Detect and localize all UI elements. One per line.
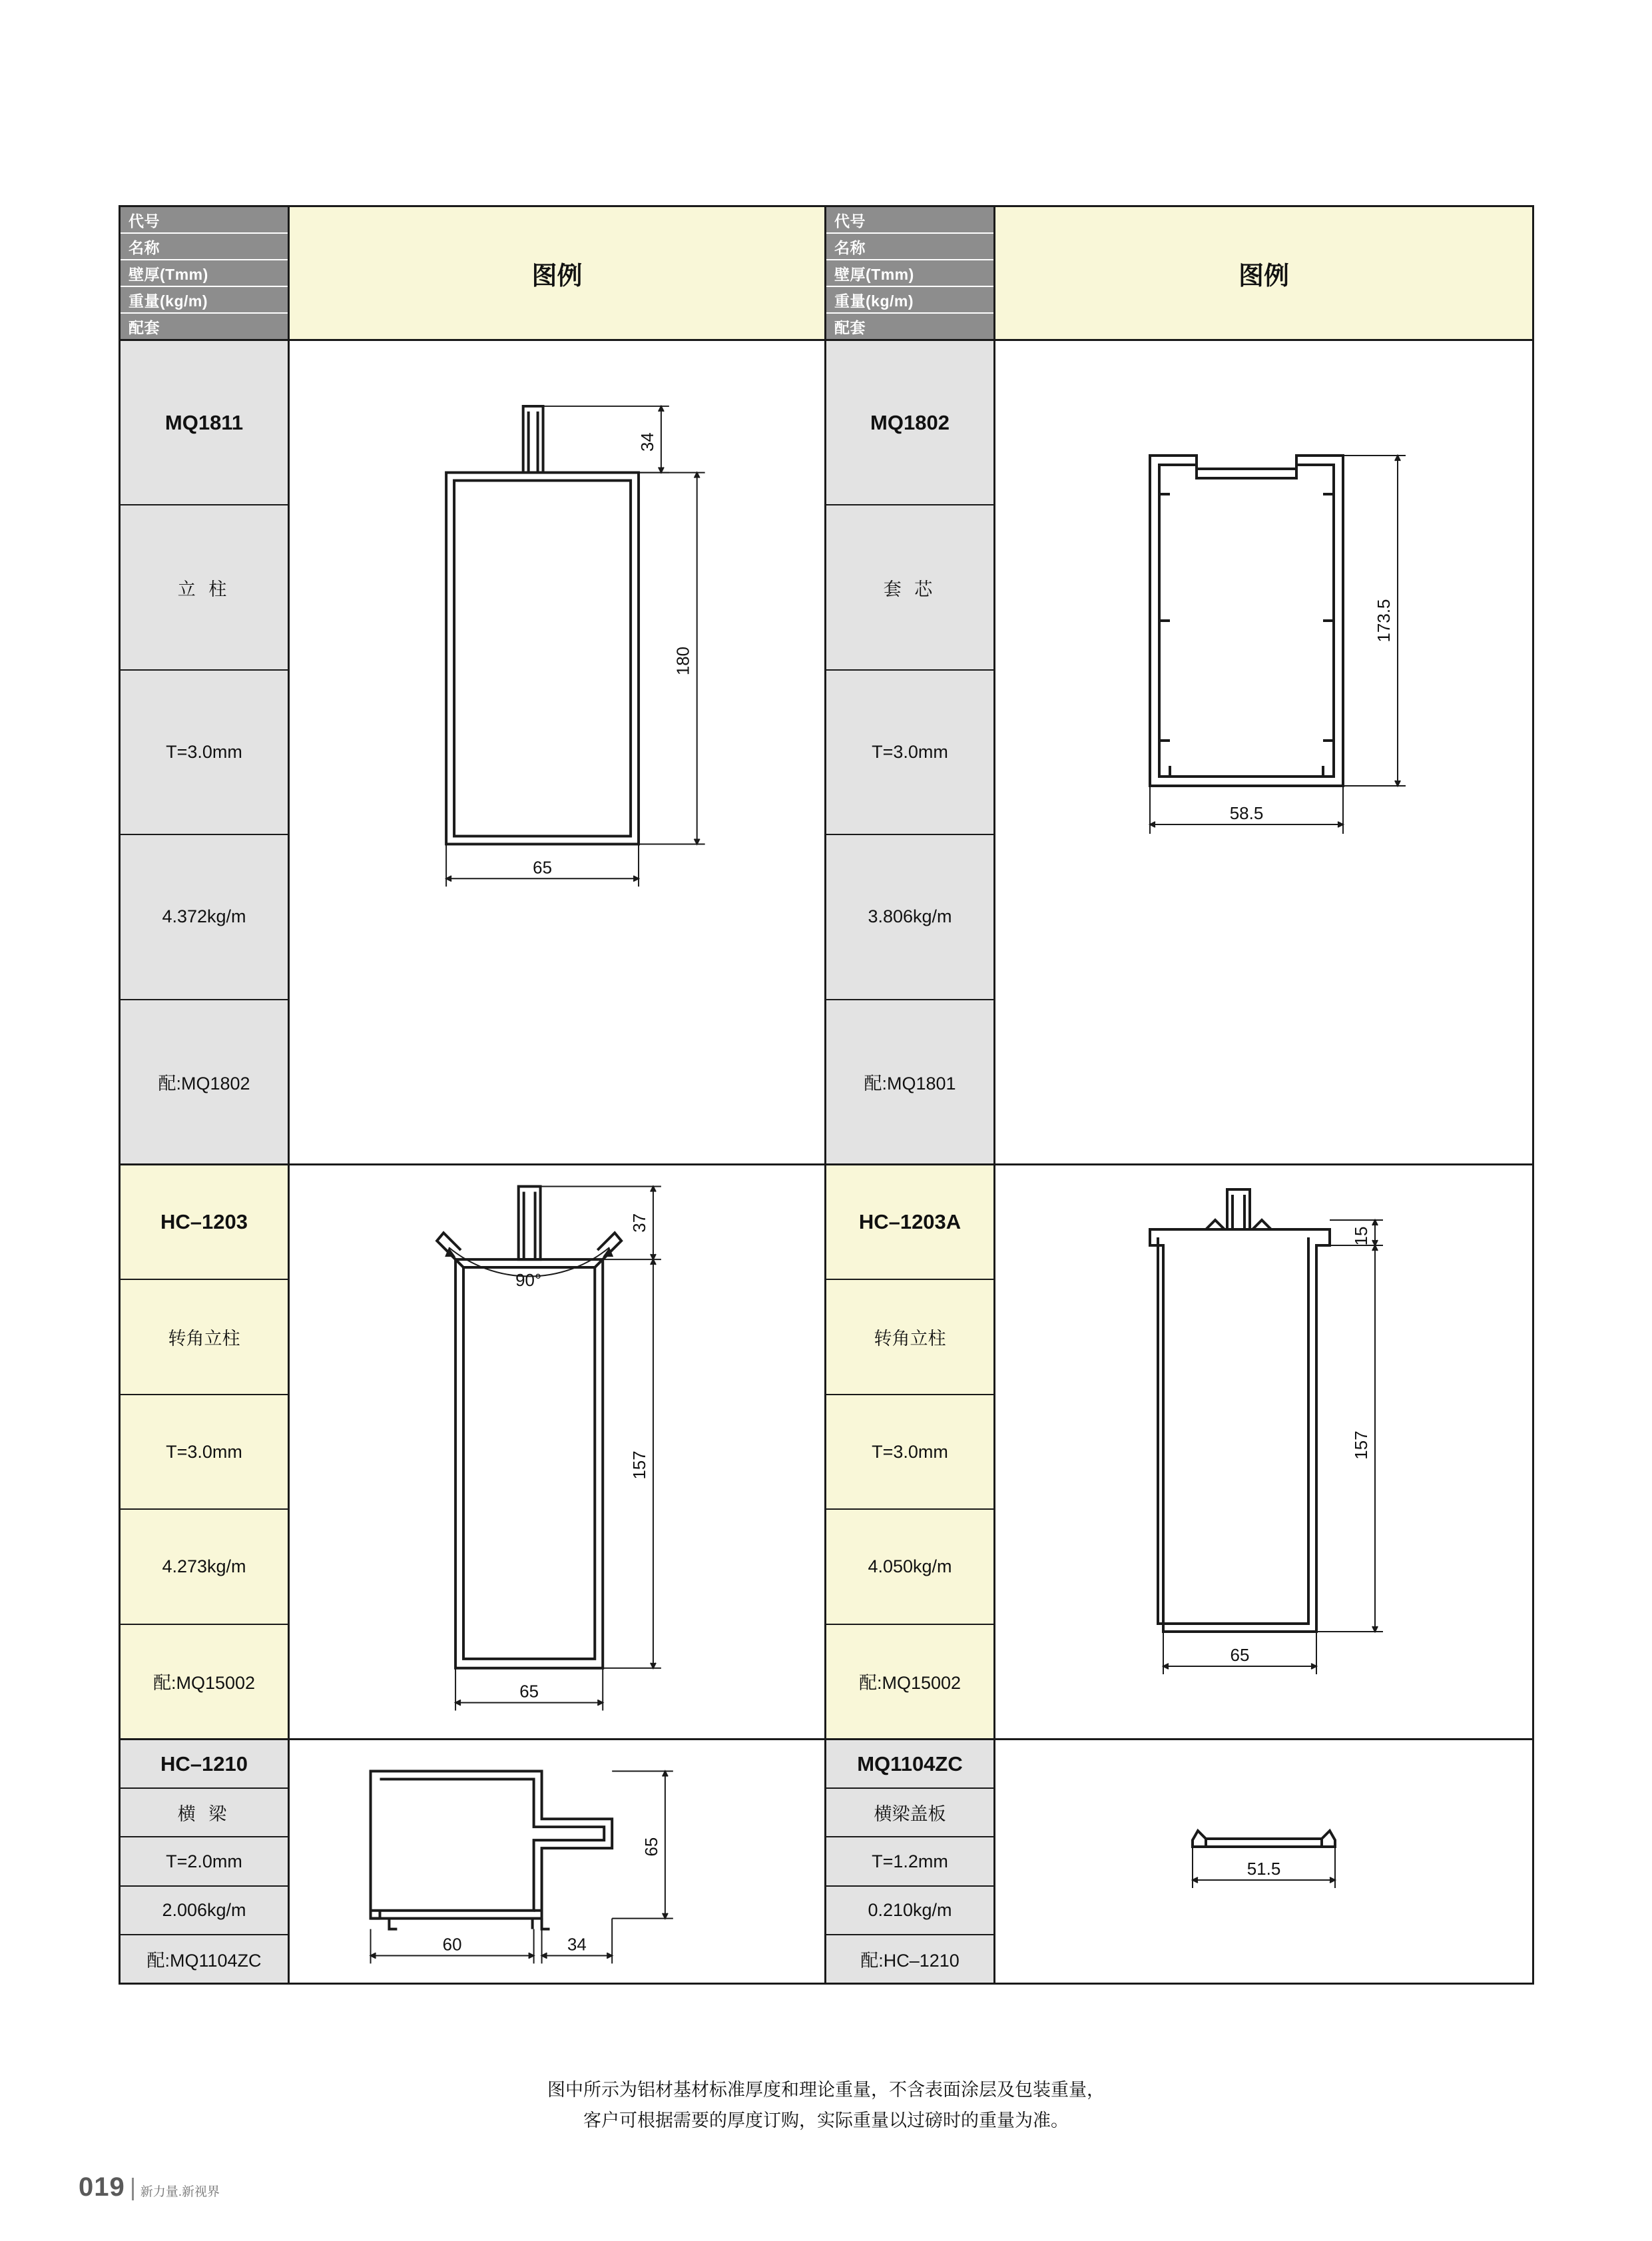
profile-drawing-hc1203a <box>995 1165 1532 1738</box>
dim-angle: 90° <box>515 1271 542 1290</box>
dim-height: 157 <box>1351 1431 1371 1460</box>
dim-height: 65 <box>642 1837 661 1857</box>
product-cell-hc1210 <box>121 1740 826 1983</box>
dim-width: 51.5 <box>1246 1859 1281 1879</box>
dim-height: 180 <box>674 646 693 676</box>
header-label-weight: 重量(kg/m) <box>121 287 288 314</box>
product-name: 横梁盖板 <box>826 1789 993 1837</box>
page-footer <box>79 2172 220 2202</box>
dim-width-1: 60 <box>442 1935 462 1955</box>
header-label-thickness: 壁厚(Tmm) <box>826 260 993 287</box>
product-weight: 4.273kg/m <box>121 1510 288 1624</box>
table-header-row <box>121 207 1532 339</box>
product-match: 配:MQ1104ZC <box>121 1935 288 1983</box>
dim-top: 37 <box>631 1213 650 1233</box>
product-code: MQ1811 <box>121 341 288 505</box>
table-row <box>121 1738 1532 1983</box>
product-weight: 4.372kg/m <box>121 835 288 1000</box>
product-code: MQ1802 <box>826 341 993 505</box>
footer-brand: 新力量.新视界 <box>140 2185 220 2199</box>
product-name: 转角立柱 <box>121 1280 288 1395</box>
product-cell-hc1203a <box>826 1165 1532 1738</box>
product-name: 套 芯 <box>826 505 993 670</box>
product-match: 配:HC–1210 <box>826 1935 993 1983</box>
header-label-name: 名称 <box>121 234 288 260</box>
spec-column <box>121 1165 290 1738</box>
header-label-column-left <box>121 207 290 339</box>
footnote-line-1: 图中所示为铝材基材标准厚度和理论重量，不含表面涂层及包装重量， <box>547 2080 1105 2100</box>
product-weight: 0.210kg/m <box>826 1887 993 1935</box>
profile-table <box>119 205 1534 1985</box>
header-label-thickness: 壁厚(Tmm) <box>121 260 288 287</box>
product-match: 配:MQ1801 <box>826 1000 993 1163</box>
product-cell-mq1104zc <box>826 1740 1532 1983</box>
footnote-line-2: 客户可根据需要的厚度订购，实际重量以过磅时的重量为准。 <box>583 2110 1069 2130</box>
dim-width: 65 <box>533 858 552 878</box>
product-code: MQ1104ZC <box>826 1740 993 1789</box>
product-weight: 3.806kg/m <box>826 835 993 1000</box>
product-weight: 4.050kg/m <box>826 1510 993 1624</box>
spec-column <box>826 1740 995 1983</box>
profile-drawing-mq1811 <box>290 341 824 1163</box>
product-thickness: T=3.0mm <box>826 671 993 835</box>
product-name: 转角立柱 <box>826 1280 993 1395</box>
dim-width-2: 34 <box>567 1935 587 1955</box>
dim-height: 157 <box>631 1450 650 1480</box>
product-code: HC–1210 <box>121 1740 288 1789</box>
product-code: HC–1203A <box>826 1165 993 1280</box>
header-legend-left: 图例 <box>290 207 824 339</box>
dim-width: 58.5 <box>1229 803 1264 823</box>
header-label-code: 代号 <box>121 207 288 234</box>
product-name: 横 梁 <box>121 1789 288 1837</box>
product-thickness: T=2.0mm <box>121 1837 288 1886</box>
product-weight: 2.006kg/m <box>121 1887 288 1935</box>
product-thickness: T=3.0mm <box>826 1395 993 1510</box>
spec-column <box>121 341 290 1163</box>
spec-column <box>826 341 995 1163</box>
product-thickness: T=3.0mm <box>121 1395 288 1510</box>
header-label-column-right <box>826 207 995 339</box>
product-match: 配:MQ1802 <box>121 1000 288 1163</box>
product-thickness: T=1.2mm <box>826 1837 993 1886</box>
product-cell-mq1802 <box>826 341 1532 1163</box>
product-code: HC–1203 <box>121 1165 288 1280</box>
table-row <box>121 1163 1532 1738</box>
product-match: 配:MQ15002 <box>826 1625 993 1738</box>
profile-drawing-mq1802 <box>995 341 1532 1163</box>
product-cell-hc1203 <box>121 1165 826 1738</box>
header-left <box>121 207 826 339</box>
spec-column <box>826 1165 995 1738</box>
profile-drawing-mq1104zc <box>995 1740 1532 1983</box>
header-label-match: 配套 <box>834 318 866 336</box>
product-thickness: T=3.0mm <box>121 671 288 835</box>
page-number: 019 <box>79 2172 125 2202</box>
product-name: 立 柱 <box>121 505 288 670</box>
table-row <box>121 339 1532 1163</box>
dim-top: 15 <box>1351 1226 1371 1246</box>
header-legend-right: 图例 <box>995 207 1532 339</box>
dim-top: 34 <box>638 432 657 452</box>
dim-width: 65 <box>1230 1645 1250 1665</box>
header-label-code: 代号 <box>826 207 993 234</box>
profile-drawing-hc1210 <box>290 1740 824 1983</box>
header-label-match: 配套 <box>129 318 160 336</box>
dim-height: 173.5 <box>1374 599 1394 643</box>
header-right <box>826 207 1532 339</box>
header-label-name: 名称 <box>826 234 993 260</box>
product-cell-mq1811 <box>121 341 826 1163</box>
dim-width: 65 <box>519 1682 539 1702</box>
header-label-weight: 重量(kg/m) <box>826 287 993 314</box>
profile-drawing-hc1203 <box>290 1165 824 1738</box>
product-match: 配:MQ15002 <box>121 1625 288 1738</box>
footer-divider <box>132 2178 134 2200</box>
footnote <box>0 2075 1652 2136</box>
spec-column <box>121 1740 290 1983</box>
